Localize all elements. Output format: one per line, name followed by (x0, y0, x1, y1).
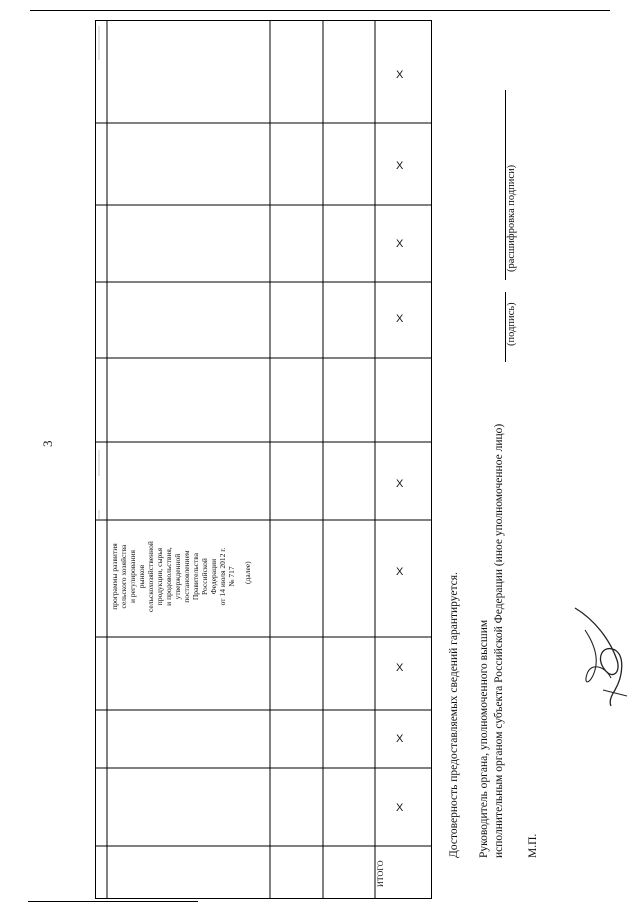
note-line: сельскохозяйственной (146, 541, 155, 612)
note-line: продукции, сырья (155, 547, 164, 606)
total-mark: X (396, 478, 404, 490)
head-line-1: Руководитель органа, уполномоченного высшим (478, 619, 490, 858)
total-row-label: ИТОГО (376, 860, 385, 887)
program-note (110, 541, 236, 612)
top-rule (30, 10, 610, 11)
stamp-label: М.П. (527, 833, 539, 858)
data-table (95, 20, 435, 900)
note-line: сельского хозяйства (119, 544, 128, 609)
note-line: Федерации (209, 558, 218, 595)
note-line: № 717 (227, 566, 236, 587)
bottom-rule (28, 901, 198, 902)
total-mark: X (396, 313, 404, 325)
guarantee-text: Достоверность предоставляемых сведений гарантируется. (448, 572, 460, 858)
program-note-suffix: (далее) (243, 561, 252, 584)
note-line: рынков (137, 564, 146, 589)
decryption-caption: (расшифровка подписи) (506, 164, 517, 272)
total-mark: X (396, 802, 404, 814)
total-mark: X (396, 238, 404, 250)
note-line: и регулирования (128, 550, 137, 604)
head-line-2: исполнительным органом субъекта Российской Федерации (иное уполномоченное лицо) (493, 423, 505, 858)
handwritten-signature (565, 600, 635, 710)
total-mark: X (396, 733, 404, 745)
note-line: от 14 июля 2012 г. (218, 547, 227, 606)
total-mark: X (396, 160, 404, 172)
table-lines (95, 20, 435, 900)
total-mark: X (396, 566, 404, 578)
note-line: программы развития (110, 543, 119, 610)
signature-caption: (подпись) (506, 302, 517, 346)
note-line: Российской (200, 558, 209, 596)
page-number: 3 (40, 440, 55, 447)
total-mark: X (396, 662, 404, 674)
note-line: и продовольствия, (164, 547, 173, 606)
total-mark: X (396, 69, 404, 81)
note-line: Правительства (191, 552, 200, 601)
note-line: утвержденной (173, 553, 182, 600)
note-line: постановлением (182, 550, 191, 603)
